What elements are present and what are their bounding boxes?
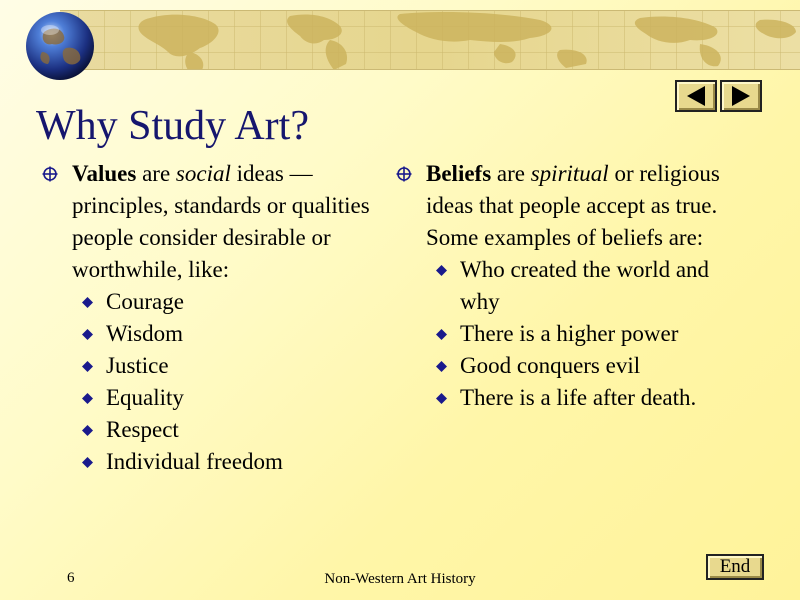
- list-item: [396, 350, 736, 382]
- crosshair-bullet-icon: [42, 166, 58, 182]
- world-map-banner: [0, 0, 800, 80]
- values-bullet: [42, 158, 372, 286]
- list-item: [42, 318, 372, 350]
- list-item: [42, 286, 372, 318]
- value-item-text: Equality: [106, 385, 184, 410]
- value-item-text: Individual freedom: [106, 449, 283, 474]
- slide-number: 6: [67, 570, 75, 586]
- beliefs-text-b: or religious ideas that people accept as true. Some examples of beliefs are:: [426, 161, 720, 250]
- triangle-left-icon: [677, 82, 715, 110]
- diamond-bullet-icon: [82, 425, 93, 436]
- slide-title: Why Study Art?: [36, 103, 309, 149]
- beliefs-text-a: are: [491, 161, 531, 186]
- values-column: [42, 158, 372, 478]
- header-banner: [0, 0, 800, 80]
- diamond-bullet-icon: [82, 457, 93, 468]
- values-text-b: ideas — principles, standards or qualities people consider desirable or worthwhile, like:: [72, 161, 370, 282]
- diamond-bullet-icon: [436, 361, 447, 372]
- beliefs-emphasis: spiritual: [530, 161, 609, 186]
- next-slide-button[interactable]: [720, 80, 762, 112]
- beliefs-paragraph: [426, 161, 720, 250]
- values-text-a: are: [136, 161, 176, 186]
- diamond-bullet-icon: [82, 329, 93, 340]
- diamond-bullet-icon: [436, 329, 447, 340]
- beliefs-column: [396, 158, 736, 414]
- diamond-bullet-icon: [436, 393, 447, 404]
- previous-slide-button[interactable]: [675, 80, 717, 112]
- list-item: [42, 382, 372, 414]
- list-item: [396, 254, 736, 318]
- list-item: [42, 350, 372, 382]
- value-item-text: Wisdom: [106, 321, 184, 346]
- triangle-right-icon: [722, 82, 760, 110]
- list-item: [42, 414, 372, 446]
- beliefs-bullet: [396, 158, 736, 254]
- values-paragraph: [72, 161, 370, 282]
- beliefs-list: [396, 254, 736, 414]
- end-button[interactable]: End: [706, 554, 764, 580]
- list-item: [396, 318, 736, 350]
- belief-item-text: There is a higher power: [460, 321, 679, 346]
- belief-item-text: Good conquers evil: [460, 353, 641, 378]
- crosshair-bullet-icon: [396, 166, 412, 182]
- diamond-bullet-icon: [82, 297, 93, 308]
- value-item-text: Justice: [106, 353, 169, 378]
- belief-item-text: There is a life after death.: [460, 385, 697, 410]
- list-item: [42, 446, 372, 478]
- value-item-text: Respect: [106, 417, 179, 442]
- values-list: [42, 286, 372, 478]
- diamond-bullet-icon: [82, 393, 93, 404]
- diamond-bullet-icon: [82, 361, 93, 372]
- values-emphasis: social: [175, 161, 231, 186]
- values-term: Values: [72, 161, 137, 186]
- footer-text: Non-Western Art History: [324, 571, 476, 587]
- globe-icon: [24, 10, 96, 82]
- diamond-bullet-icon: [436, 265, 447, 276]
- list-item: [396, 382, 736, 414]
- belief-item-text: Who created the world and why: [460, 257, 710, 314]
- value-item-text: Courage: [106, 289, 184, 314]
- beliefs-term: Beliefs: [426, 161, 492, 186]
